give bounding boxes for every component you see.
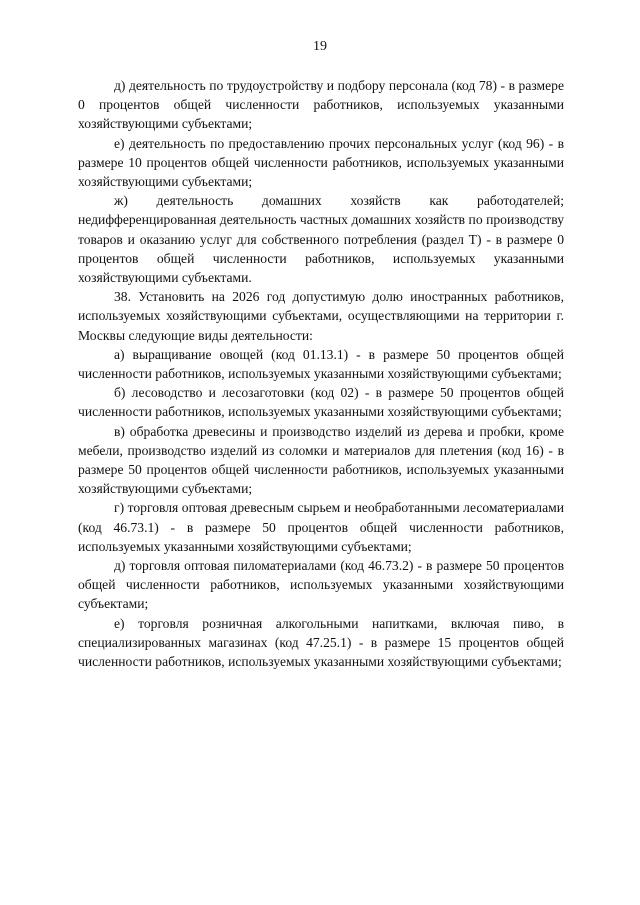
paragraph-item-d-employment: д) деятельность по трудоустройству и подбору персонала (код 78) - в размере 0 процентов общей численности работников, используемых указанными хозяйствующими субъектами; xyxy=(78,78,564,132)
page-number: 19 xyxy=(313,39,327,54)
paragraph-item-e-personal-services: е) деятельность по предоставлению прочих персональных услуг (код 96) - в размере 10 процентов общей численности работников, используемых указанными хозяйствующими субъектами; xyxy=(78,135,564,190)
paragraph-item-v-wood-processing: в) обработка древесины и производство изделий из дерева и пробки, кроме мебели, производство изделий из соломки и материалов для плетения (код 16) - в размере 50 процентов общей численности работников, используемых указанными хозяйствующими субъектами; xyxy=(78,423,564,497)
paragraph-item-d-wholesale-lumber: д) торговля оптовая пиломатериалами (код 46.73.2) - в размере 50 процентов общей численности работников, используемых указанными хозяйствующими субъектами; xyxy=(78,558,564,612)
paragraph-clause-38: 38. Установить на 2026 год допустимую долю иностранных работников, используемых хозяйствующими субъектами, осуществляющими на территории г. Москвы следующие виды деятельности: xyxy=(78,289,564,343)
paragraph-item-e-retail-alcohol: е) торговля розничная алкогольными напитками, включая пиво, в специализированных магазинах (код 47.25.1) - в размере 15 процентов общей численности работников, используемых указанными хозяйствующими субъектами; xyxy=(78,615,564,670)
document-body xyxy=(78,76,564,671)
paragraph-item-zh-households: ж) деятельность домашних хозяйств как работодателей; недифференцированная деятельность частных домашних хозяйств по производству товаров и оказанию услуг для собственного потребления (раздел T) - в размере 0 процентов общей численности работников, используемых указанными хозяйствующими субъектами. xyxy=(78,193,564,286)
paragraph-item-a-vegetables: а) выращивание овощей (код 01.13.1) - в размере 50 процентов общей численности работников, используемых указанными хозяйствующими субъектами; xyxy=(78,346,564,382)
paragraph-item-g-wholesale-timber: г) торговля оптовая древесным сырьем и необработанными лесоматериалами (код 46.73.1) - в размере 50 процентов общей численности работников, используемых указанными хозяйствующими субъектами; xyxy=(78,500,564,554)
paragraph-item-b-forestry: б) лесоводство и лесозаготовки (код 02) - в размере 50 процентов общей численности работников, используемых указанными хозяйствующими субъектами; xyxy=(78,385,564,420)
